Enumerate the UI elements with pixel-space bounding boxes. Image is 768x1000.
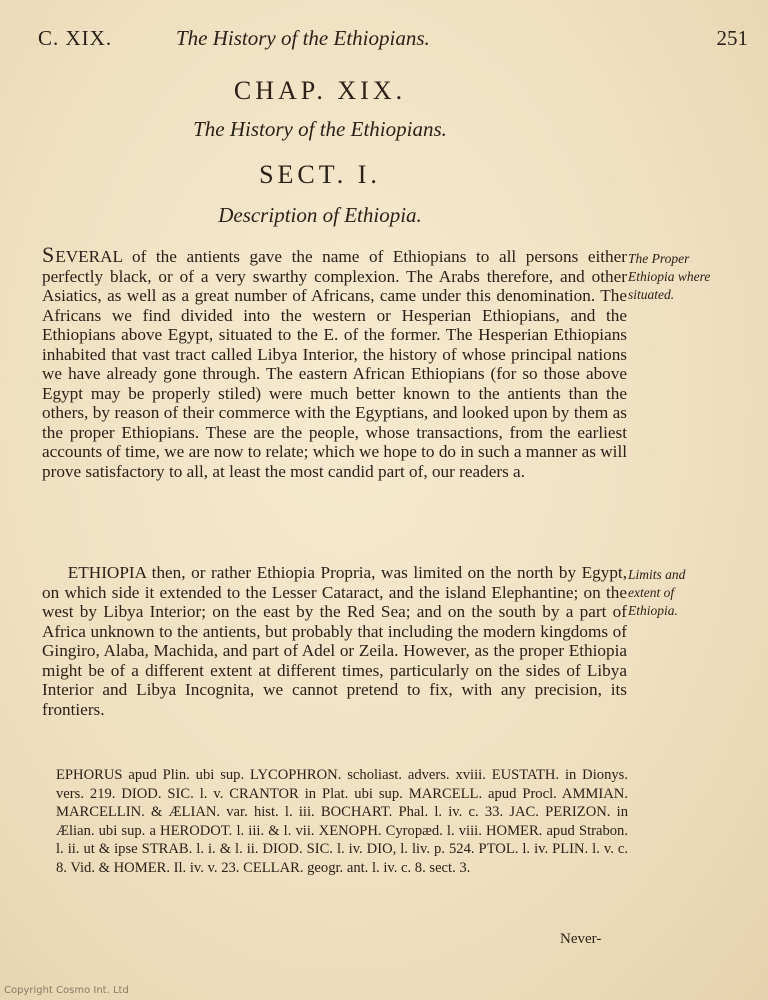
margin-note-situated: The Proper Ethiopia where situated. [628,251,711,302]
paragraph-1-text: EVERAL of the antients gave the name of Ethiopians to all persons either perfectly black, or of a very swarthy complexion. The Arabs therefore, and other Asiatics, as well as a great number of Africans, came under this denomination. The Africans we find divided into the western or Hesperian Ethiopians, and the Ethiopians above Egypt, situated to the E. of the former. The Hesperian Ethiopians inhabited that vast tract called Libya Interior, the history of whose principal nations we have already gone through. The eastern African Ethiopians (for so those above Egypt may be properly stiled) were much better known to the antients than the others, by reason of their commerce with the Egyptians, and looked upon by them as the proper Ethiopians. These are the people, whose transactions, from the earliest accounts of time, we are now to relate; which we hope to do in such a manner as will prove satisfactory to all, at least the most candid part of, our readers a. [42,247,627,481]
chapter-heading: CHAP. XIX. [233,76,407,105]
section-subtitle: Description of Ethiopia. [218,203,422,227]
margin-note-limits: Limits and extent of Ethiopia. [628,567,686,618]
chapter-subtitle: The History of the Ethiopians. [193,117,447,141]
drop-cap: S [42,242,56,267]
section-heading: SECT. I. [259,160,381,189]
running-head [38,26,748,56]
paragraph-1 [42,242,627,481]
copyright-watermark: Copyright Cosmo Int. Ltd [4,985,129,996]
page-number: 251 [716,26,748,50]
running-head-chapter: C. XIX. [38,26,113,50]
paragraph-2: ETHIOPIA then, or rather Ethiopia Propria, was limited on the north by Egypt, on which side it extended to the Lesser Cataract, and the island Elephantine; on the west by Libya Interior; on the east by the Red Sea; and on the south by a part of Africa unknown to the antients, but probably that including the modern kingdoms of Gingiro, Alaba, Machida, and part of Adel or Zeila. However, as the proper Ethiopia might be of a different extent at different times, particularly on the sides of Libya Interior and Libya Incognita, we cannot pretend to fix, with any precision, its frontiers. [42,563,627,719]
footnotes: EPHORUS apud Plin. ubi sup. LYCOPHRON. scholiast. advers. xviii. EUSTATH. in Dionys. vers. 219. DIOD. SIC. l. v. CRANTOR in Plat. ubi sup. MARCELL. apud Procl. AMMIAN. MARCELLIN. & ÆLIAN. var. hist. l. iii. BOCHART. Phal. l. iv. c. 33. JAC. PERIZON. in Ælian. ubi sup. a HERODOT. l. iii. & l. vii. XENOPH. Cyropæd. l. viii. HOMER. apud Strabon. l. ii. ut & ipse STRAB. l. i. & l. ii. DIOD. SIC. l. iv. DIO, l. liv. p. 524. PTOL. l. iv. PLIN. l. v. c. 8. Vid. & HOMER. Il. iv. v. 23. CELLAR. geogr. ant. l. iv. c. 8. sect. 3. [56,767,628,876]
running-head-title: The History of the Ethiopians. [176,26,430,50]
catchword: Never- [560,931,602,947]
